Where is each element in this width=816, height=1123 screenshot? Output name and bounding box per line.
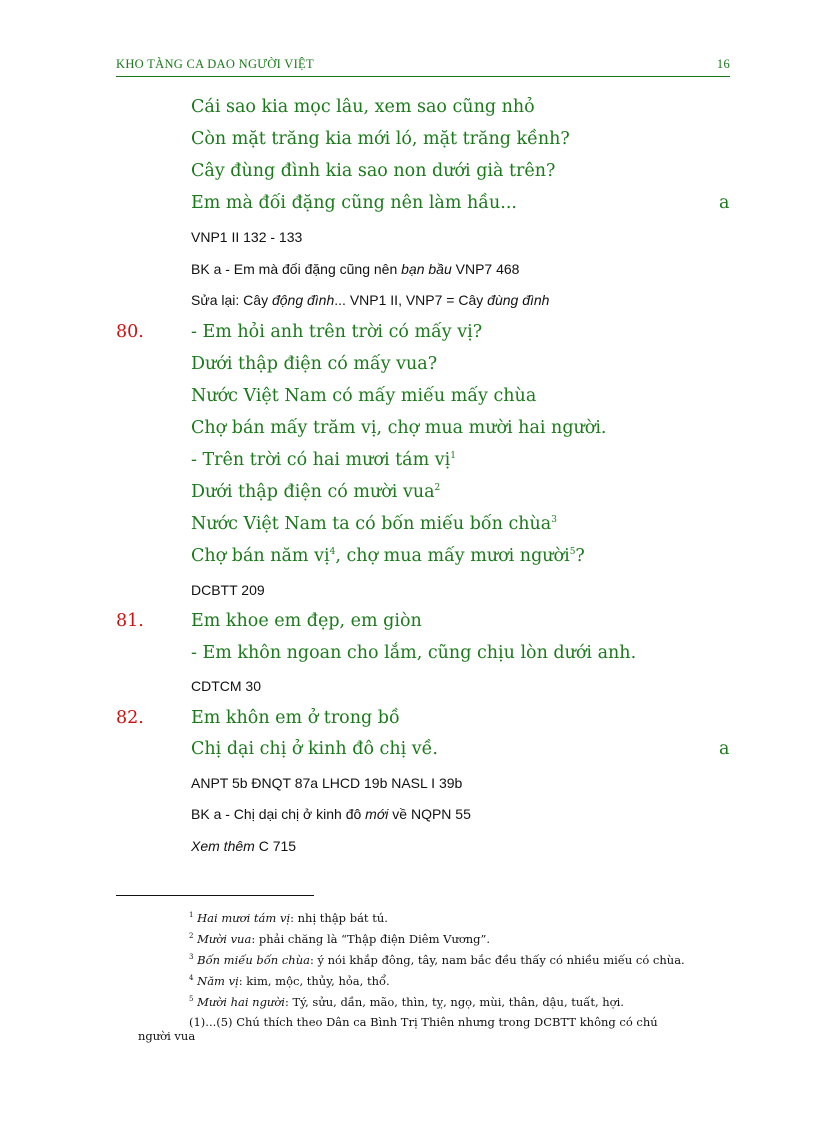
verse-line: - Trên trời có hai mươi tám vị$^1$ — [191, 450, 456, 470]
footnote-remark — [138, 1015, 730, 1043]
footnote-separator — [116, 895, 314, 896]
verse-line: Chị dại chị ở kinh đô chị về. — [191, 739, 438, 759]
variant-note: BK a - Em mà đối đặng cũng nên bạn bầu VNP7 468 — [191, 261, 520, 277]
verse-line: Dưới thập điện có mấy vua? — [191, 354, 438, 374]
footnote-ref[interactable]: 1 — [450, 451, 456, 462]
verse-line: - Em hỏi anh trên trời có mấy vị? — [191, 322, 483, 342]
footnote-ref[interactable]: 4 — [329, 547, 336, 558]
book-title: KHO TÀNG CA DAO NGƯỜI VIỆT — [116, 57, 314, 71]
see-also-note: Xem thêm C 715 — [191, 838, 297, 854]
footnote: $^3$ Bốn miếu bốn chùa: ý nói khắp đông, tây, nam bắc đều thấy có nhiều miếu có chùa. — [189, 953, 685, 967]
verse-line: Em khoe em đẹp, em giòn — [191, 611, 422, 631]
footnote-remark-line: (1)...(5) Chú thích theo Dân ca Bình Trị Thiên nhưng trong DCBTT không có chú — [189, 1015, 658, 1029]
verse-line: - Em khôn ngoan cho lắm, cũng chịu lòn dưới anh. — [191, 643, 637, 663]
variant-marker: a — [719, 739, 730, 759]
footnote: $^5$ Mười hai người: Tý, sửu, dần, mão, thìn, tỵ, ngọ, mùi, thân, dậu, tuất, hợi. — [189, 995, 624, 1009]
footnote: $^2$ Mười vua: phải chăng là “Thập điện Diêm Vương”. — [189, 932, 491, 946]
running-header — [116, 56, 730, 77]
verse-line: Chợ bán năm vị$^4$, chợ mua mấy mươi người$^5$? — [191, 546, 585, 566]
footnote-ref[interactable]: 3 — [551, 515, 557, 526]
verse-line: Dưới thập điện có mười vua$^2$ — [191, 482, 441, 502]
verse-line: Nước Việt Nam ta có bốn miếu bốn chùa$^3$ — [191, 514, 557, 534]
source-line: CDTCM 30 — [191, 678, 262, 694]
verse-line: Cái sao kia mọc lâu, xem sao cũng nhỏ — [191, 97, 535, 117]
verse-line: Còn mặt trăng kia mới ló, mặt trăng kềnh? — [191, 129, 570, 149]
correction-note: Sửa lại: Cây động đình... VNP1 II, VNP7 = Cây đùng đình — [191, 292, 550, 308]
footnote: $^1$ Hai mươi tám vị: nhị thập bát tú. — [189, 911, 388, 925]
entry-number: 80. — [116, 322, 144, 342]
verse-line: Chợ bán mấy trăm vị, chợ mua mười hai người. — [191, 418, 607, 438]
page-number: 16 — [716, 57, 730, 71]
source-line: DCBTT 209 — [191, 582, 265, 598]
verse-line: Nước Việt Nam có mấy miếu mấy chùa — [191, 386, 537, 406]
source-line: VNP1 II 132 - 133 — [191, 229, 303, 245]
verse-line: Em khôn em ở trong bồ — [191, 708, 400, 728]
variant-note: BK a - Chị dại chị ở kinh đô mới về NQPN 55 — [191, 806, 471, 822]
footnote-ref[interactable]: 2 — [434, 483, 441, 494]
verse-line: Cây đùng đình kia sao non dưới già trên? — [191, 161, 556, 181]
footnote-remark-line: người vua — [138, 1029, 196, 1043]
variant-marker: a — [719, 193, 730, 213]
footnote-ref[interactable]: 5 — [569, 547, 576, 558]
footnote: $^4$ Năm vị: kim, mộc, thủy, hỏa, thổ. — [189, 974, 390, 988]
entry-number: 81. — [116, 611, 144, 631]
verse-line: Em mà đối đặng cũng nên làm hầu... — [191, 193, 517, 213]
entry-number: 82. — [116, 708, 144, 728]
source-line: ANPT 5b ĐNQT 87a LHCD 19b NASL I 39b — [191, 775, 463, 791]
